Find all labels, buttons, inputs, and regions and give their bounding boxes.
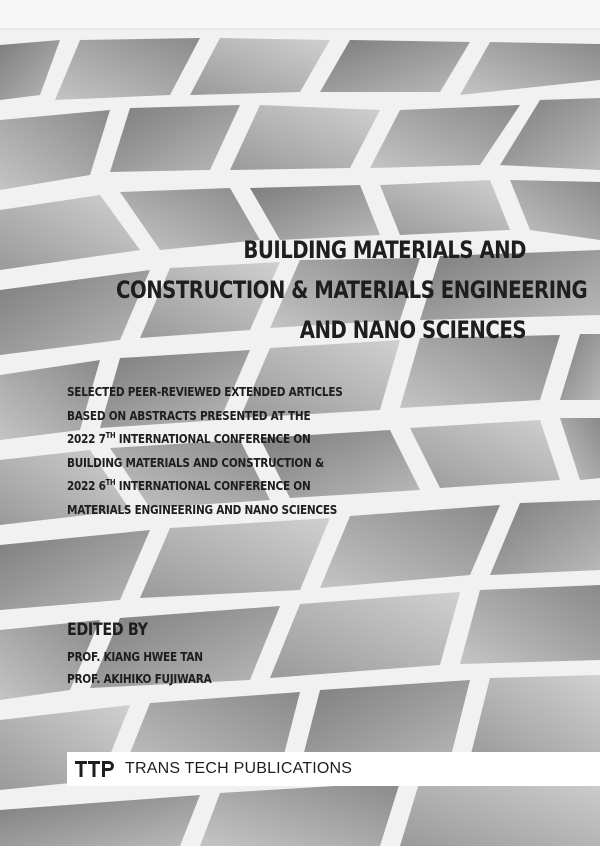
title-line-2: CONSTRUCTION & MATERIALS ENGINEERING bbox=[116, 276, 588, 304]
subtitle-line-2: BASED ON ABSTRACTS PRESENTED AT THE bbox=[67, 407, 311, 423]
ttp-logo-icon bbox=[75, 761, 115, 777]
title-line-1: BUILDING MATERIALS AND bbox=[243, 236, 526, 264]
subtitle-line-3 bbox=[67, 427, 369, 451]
publisher-bar bbox=[67, 752, 600, 786]
subtitle-line-3-sup: TH bbox=[105, 431, 116, 440]
subtitle-line-1: SELECTED PEER-REVIEWED EXTENDED ARTICLES bbox=[67, 384, 343, 399]
editor-list bbox=[67, 646, 212, 690]
editor-name: PROF. AKIHIKO FUJIWARA bbox=[67, 671, 212, 686]
subtitle-line-6: MATERIALS ENGINEERING AND NANO SCIENCES bbox=[67, 501, 338, 517]
publisher-name: TRANS TECH PUBLICATIONS bbox=[125, 760, 353, 777]
editor-name: PROF. KIANG HWEE TAN bbox=[67, 649, 203, 664]
subtitle-line-5 bbox=[67, 474, 369, 498]
title-line-3: AND NANO SCIENCES bbox=[299, 316, 526, 344]
subtitle-line-5-pre: 2022 6 bbox=[67, 478, 106, 493]
book-subtitle bbox=[67, 380, 369, 521]
subtitle-line-3-post: INTERNATIONAL CONFERENCE ON bbox=[115, 431, 311, 446]
edited-by-heading: EDITED BY bbox=[67, 620, 148, 640]
subtitle-line-5-sup: TH bbox=[105, 478, 116, 487]
subtitle-line-5-post: INTERNATIONAL CONFERENCE ON bbox=[115, 478, 311, 493]
book-title bbox=[116, 230, 588, 350]
subtitle-line-3-pre: 2022 7 bbox=[67, 431, 106, 446]
subtitle-line-4: BUILDING MATERIALS AND CONSTRUCTION & bbox=[67, 454, 324, 470]
